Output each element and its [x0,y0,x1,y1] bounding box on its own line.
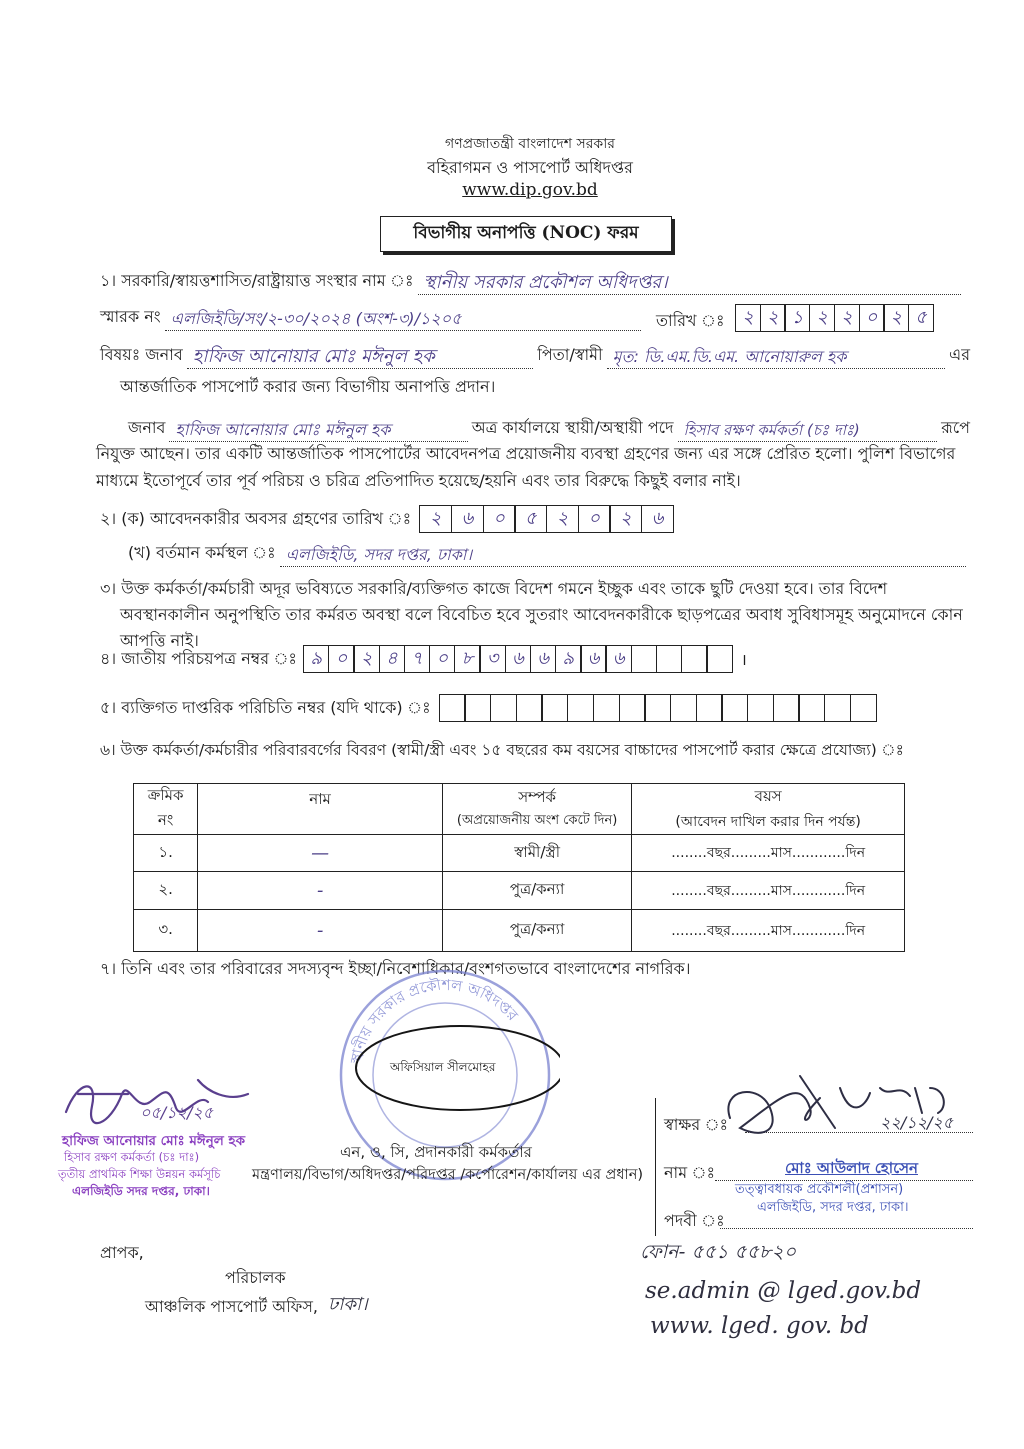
workplace-label: (খ) বর্তমান কর্মস্থল ঃ [128,543,276,562]
memo-row [100,304,645,331]
left-signature-date: ০৫/১২/২৫ [140,1103,214,1122]
right-signature-date: ২২/১২/২৫ [880,1113,954,1132]
digit-box: ৯ [555,645,582,673]
empty-box [706,645,733,673]
item-6-text: ৬। উক্ত কর্মকর্তা/কর্মচারীর পরিবারবর্গের বিবরণ (স্বামী/স্ত্রী এবং ১৫ বছরের কম বয়সের বাচ্চাদের পাসপোর্ট করার ক্ষেত্রে প্রযোজ্য) ঃ [100,741,904,759]
digit-box: ৫ [908,304,934,332]
para-prefix: জনাব [128,418,166,437]
signatory-email: se.admin @ lged.gov.bd [645,1278,922,1304]
department-website: www.dip.gov.bd [462,180,598,200]
empty-box [567,694,594,722]
stamp-ring-text: স্থানীয় সরকার প্রকৌশল অধিদপ্তর [346,975,522,1066]
signatory-website: www. lged. gov. bd [650,1313,869,1339]
row-age: ........বছর.........মাস............দিন [632,835,905,872]
designation-dotted-line [720,1228,973,1229]
father-label: পিতা/স্বামী [537,345,603,364]
form-title-box [380,216,672,252]
table-row [134,872,905,910]
date-label: তারিখ ঃ [656,311,725,330]
item-1-org-name [100,268,965,295]
digit-box: ৬ [505,645,532,673]
empty-box [850,694,877,722]
digit-box: ২ [834,304,860,332]
digit-box: ২ [883,304,909,332]
digit-box: ৮ [454,645,481,673]
signatory-bracket [655,1098,656,1236]
row-relation: স্বামী/স্ত্রী [442,835,631,872]
row-name: - [198,872,443,910]
empty-box [490,694,517,722]
empty-box [464,694,491,722]
memo-number-value: এলজিইডি/সং/২-৩০/২০২৪ (অংশ-৩)/১২০৫ [165,309,641,331]
empty-box [798,694,825,722]
subject-line-2: আন্তর্জাতিক পাসপোর্ট করার জন্য বিভাগীয় অনাপত্তি প্রদান। [120,377,496,396]
workplace-value: এলজিইডি, সদর দপ্তর, ঢাকা। [280,545,966,567]
digit-box: ৬ [530,645,557,673]
empty-box [696,694,723,722]
digit-box: ৬ [605,645,632,673]
appointment-paragraph: নিযুক্ত আছেন। তার একটি আন্তর্জাতিক পাসপোর্টের আবেদনপত্র প্রয়োজনীয় ব্যবস্থা গ্রহণের জন্য এর সঙ্গে প্রেরিত হলো। পুলিশ বিভাগের মাধ্যমে ইতোপূর্বে তার পূর্ব পরিচয় ও চরিত্র প্রতিপাদিত হয়েছে/হয়নি এবং তার বিরুদ্ধে কিছুই বলার নাই। [96,444,956,490]
digit-box: ২ [735,304,761,332]
retirement-date-boxes [419,505,674,533]
noc-officer-line-1: এন, ও, সি, প্রদানকারী কর্মকর্তার [340,1143,532,1161]
empty-box [593,694,620,722]
recipient-label: প্রাপক, [100,1243,144,1262]
row-serial: ১. [134,835,198,872]
row-name: - [198,910,443,952]
date-boxes [735,304,934,332]
header-age-note: (আবেদন দাখিল করার দিন পর্যন্ত) [675,813,861,830]
nid-end-mark: । [740,650,747,669]
digit-box: ১ [784,304,810,332]
subject-row [100,342,970,369]
nid-label: ৪। জাতীয় পরিচয়পত্র নম্বর ঃ [100,648,297,668]
form-title: বিভাগীয় অনাপত্তি (NOC) ফরম [413,223,639,243]
department-title: বহিরাগমন ও পাসপোর্ট অধিদপ্তর [427,158,633,177]
para-suffix: রূপে [941,418,971,437]
header-relation [442,784,631,835]
name-label: নাম ঃ [664,1163,716,1182]
right-stamp-designation: তত্ত্বাবধায়ক প্রকৌশলী(প্রশাসন) [735,1182,904,1197]
item-2a-row [100,505,674,533]
recipient-city: ঢাকা। [328,1294,368,1315]
left-stamp-name: হাফিজ আনোয়ার মোঃ মঈনুল হক [62,1133,246,1149]
memo-label: স্মারক নং [100,307,161,326]
empty-box [681,645,708,673]
table-row [134,835,905,872]
item-5-row [100,694,877,722]
header-name: নাম [198,784,443,835]
empty-box [644,694,671,722]
retirement-date-label: ২। (ক) আবেদনকারীর অবসর গ্রহণের তারিখ ঃ [100,508,412,528]
digit-box: ৫ [514,505,547,533]
header-relation-label: সম্পর্ক [518,788,556,806]
digit-box: ৭ [404,645,431,673]
designation-label: পদবী ঃ [664,1211,725,1230]
digit-box: ২ [419,505,452,533]
row-name: — [198,835,443,872]
digit-box: ৩ [479,645,506,673]
digit-box: ০ [483,505,516,533]
left-stamp-office: এলজিইডি সদর দপ্তর, ঢাকা। [72,1184,210,1198]
post-value: হিসাব রক্ষণ কর্মকর্তা (চঃ দাঃ) [678,420,938,442]
digit-box: ৬ [580,645,607,673]
table-row [134,910,905,952]
digit-box: ০ [328,645,355,673]
noc-officer-line-2: মন্ত্রণালয়/বিভাগ/অধিদপ্তর/পরিদপ্তর /কর্পোরেশন/কার্যালয় এর প্রধান) [252,1167,644,1183]
item-2b-row [128,540,970,567]
row-serial: ৩. [134,910,198,952]
digit-box: ৬ [451,505,484,533]
digit-box: ০ [429,645,456,673]
para-name-value: হাফিজ আনোয়ার মোঃ মঈনুল হক [169,420,467,442]
family-table-header [134,784,905,835]
header-serial: ক্রমিক নং [134,784,198,835]
left-stamp-designation: হিসাব রক্ষণ কর্মকর্তা (চঃ দাঃ) [64,1150,200,1164]
empty-box [824,694,851,722]
right-stamp-name: মোঃ আউলাদ হোসেন [785,1159,918,1177]
row-age: ........বছর.........মাস............দিন [632,872,905,910]
para-middle: অত্র কার্যালয়ে স্থায়ী/অস্থায়ী পদে [471,418,674,437]
item-7-text: ৭। তিনি এবং তার পরিবারের সদস্যবৃন্দ ইচ্ছা/নিবেশাধিকার/বংশগতভাবে বাংলাদেশের নাগরিক। [100,959,691,978]
digit-box: ২ [609,505,642,533]
official-seal-label: অফিসিয়াল সীলমোহর [390,1060,496,1074]
digit-box: ৬ [641,505,674,533]
recipient-office: আঞ্চলিক পাসপোর্ট অফিস, [145,1297,319,1316]
empty-box [773,694,800,722]
digit-box: ৯ [303,645,330,673]
right-stamp-office: এলজিইডি, সদর দপ্তর, ঢাকা। [757,1200,909,1215]
row-serial: ২. [134,872,198,910]
empty-box [670,694,697,722]
empty-box [747,694,774,722]
item-3-text: ৩। উক্ত কর্মকর্তা/কর্মচারী অদূর ভবিষ্যতে সরকারি/ব্যক্তিগত কাজে বিদেশ গমনে ইচ্ছুক এবং তাকে ছুটি দেওয়া হবে। তার বিদেশ অবস্থানকালীন অনুপস্থিতি তার কর্মরত অবস্থা বলে বিবেচিত হবে সুতরাং আবেদনকারীকে ছাড়পত্রের অবাধ সুবিধাসমূহ অনুমোদনে কোন আপত্তি নাই। [100,579,963,650]
family-table [133,783,905,952]
digit-box: ০ [578,505,611,533]
government-title: গণপ্রজাতন্ত্রী বাংলাদেশ সরকার [445,136,615,152]
digit-box: ২ [760,304,786,332]
personal-id-boxes [439,694,877,722]
nid-boxes [303,645,733,673]
stamp-ring-text-wrap [346,976,522,1067]
digit-box: ৪ [379,645,406,673]
header-relation-note: (অপ্রয়োজনীয় অংশ কেটে দিন) [456,813,618,828]
recipient-title: পরিচালক [225,1268,286,1287]
father-name-value: মৃত: ডি.এম.ডি.এম. আনোয়ারুল হক [607,347,945,369]
empty-box [541,694,568,722]
left-stamp-project: তৃতীয় প্রাথমিক শিক্ষা উন্নয়ন কর্মসূচি [58,1167,221,1181]
empty-box [721,694,748,722]
subject-label: বিষয়ঃ জনাব [100,345,183,364]
personal-id-label: ৫। ব্যক্তিগত দাপ্তরিক পরিচিতি নম্বর (যদি থাকে) ঃ [100,697,431,717]
recipient-office-row [145,1290,368,1321]
empty-box [656,645,683,673]
subject-suffix: এর [949,345,971,364]
empty-box [516,694,543,722]
row-relation: পুত্র/কন্যা [442,910,631,952]
digit-box: ২ [809,304,835,332]
appointment-row [128,415,970,442]
item-1-label: ১। সরকারি/স্বায়ত্তশাসিত/রাষ্ট্রায়াত্ত সংস্থার নাম ঃ [100,271,414,290]
signatory-phone: ফোন- ৫৫১ ৫৫৮২০ [640,1241,797,1263]
digit-box: ২ [546,505,579,533]
digit-box: ০ [859,304,885,332]
empty-box [631,645,658,673]
item-4-row [100,645,747,673]
row-relation: পুত্র/কন্যা [442,872,631,910]
subject-name-value: হাফিজ আনোয়ার মোঃ মঈনুল হক [187,347,534,369]
digit-box: ২ [353,645,380,673]
empty-box [619,694,646,722]
header-age [632,784,905,835]
signature-label: স্বাক্ষর ঃ [664,1115,729,1134]
empty-box [439,694,466,722]
date-digit-boxes [735,304,934,332]
org-name-value: স্থানীয় সরকার প্রকৌশল অধিদপ্তর। [418,273,961,295]
row-age: ........বছর.........মাস............দিন [632,910,905,952]
header-age-label: বয়স [754,786,782,805]
